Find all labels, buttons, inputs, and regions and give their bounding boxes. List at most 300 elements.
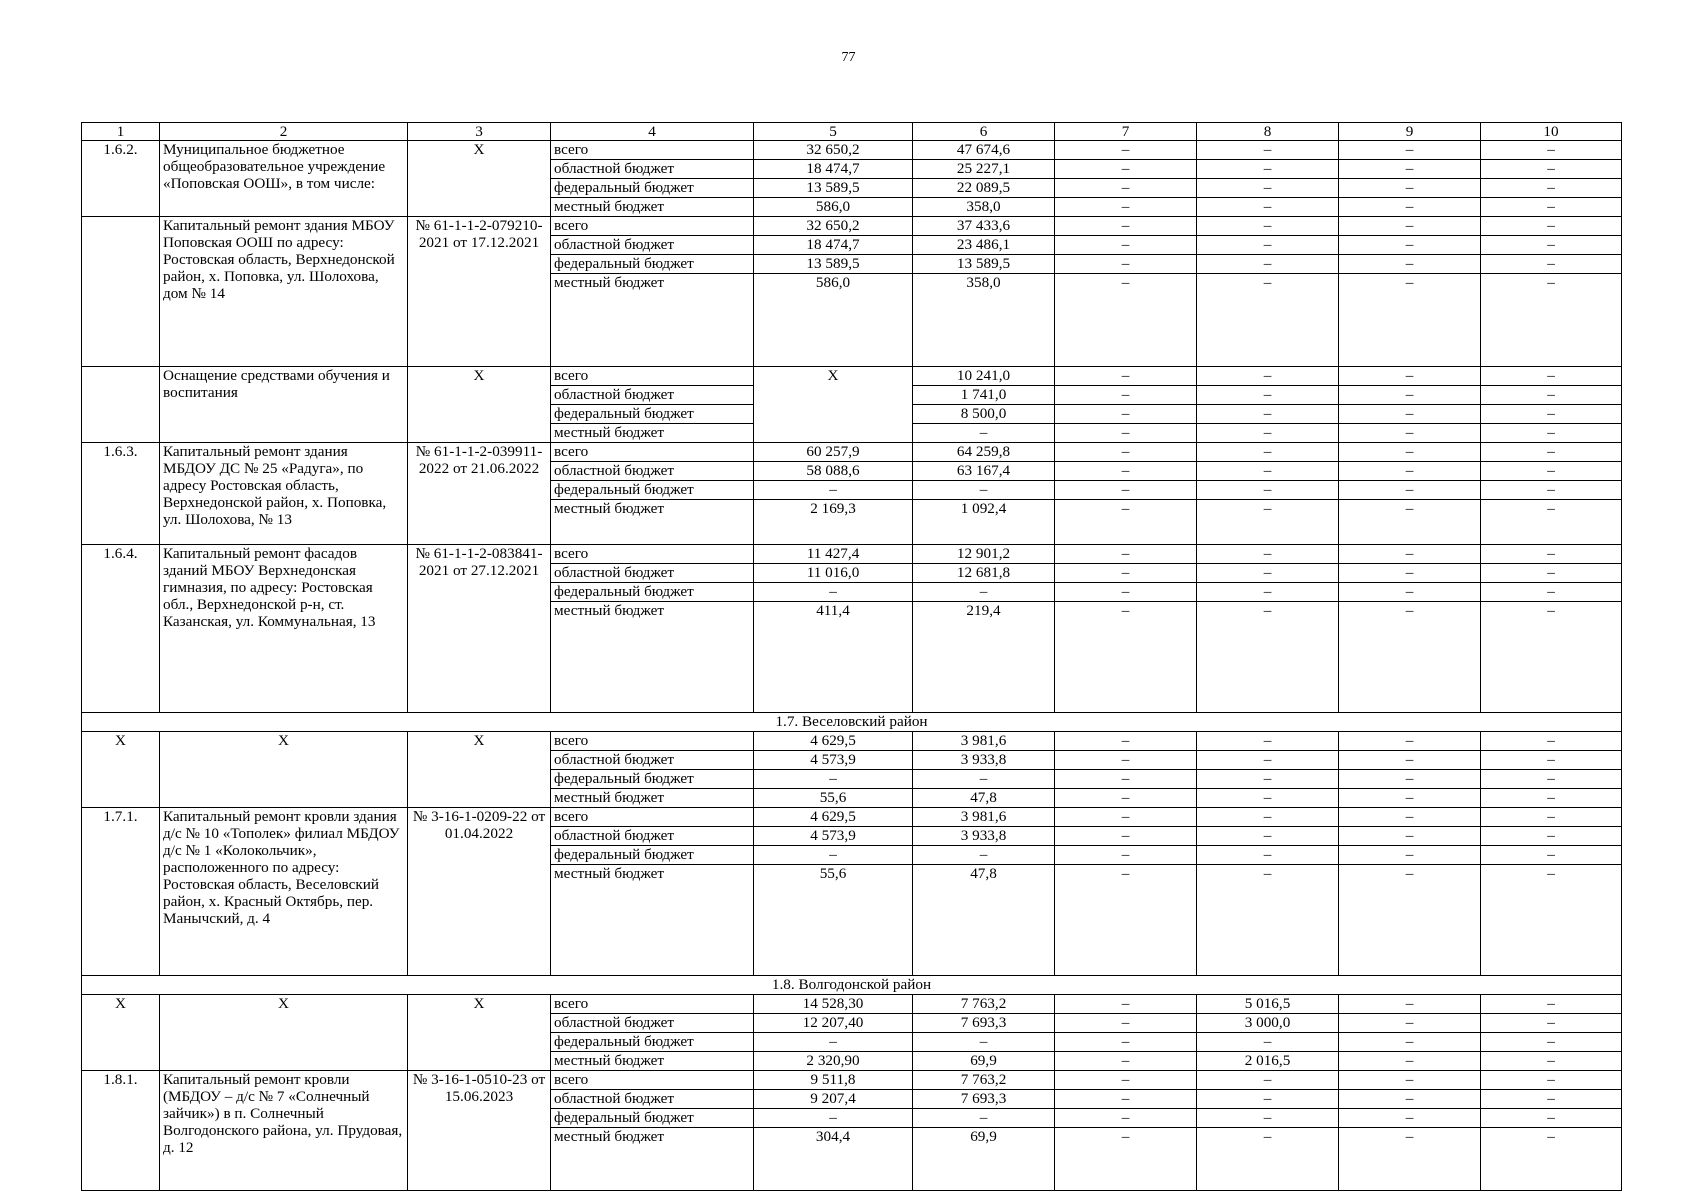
value-cell-10: – bbox=[1481, 1052, 1622, 1071]
section-row bbox=[82, 713, 1622, 732]
value-cell-8: – bbox=[1197, 564, 1339, 583]
value-cell-8: – bbox=[1197, 770, 1339, 789]
budget-label: местный бюджет bbox=[551, 1128, 754, 1191]
value-cell-6: 37 433,6 bbox=[913, 217, 1055, 236]
value-cell-10: – bbox=[1481, 995, 1622, 1014]
value-cell-9: – bbox=[1339, 500, 1481, 545]
header-cell: 9 bbox=[1339, 123, 1481, 141]
value-cell-5: 13 589,5 bbox=[754, 255, 913, 274]
value-cell-8: – bbox=[1197, 481, 1339, 500]
value-cell-6: 64 259,8 bbox=[913, 443, 1055, 462]
value-cell-6: 23 486,1 bbox=[913, 236, 1055, 255]
value-cell-5: 304,4 bbox=[754, 1128, 913, 1191]
header-cell: 6 bbox=[913, 123, 1055, 141]
value-cell-6: – bbox=[913, 481, 1055, 500]
item-document: Х bbox=[408, 732, 551, 808]
value-cell-10: – bbox=[1481, 583, 1622, 602]
value-cell-7: – bbox=[1055, 602, 1197, 713]
item-number bbox=[82, 217, 160, 367]
value-cell-10: – bbox=[1481, 274, 1622, 367]
value-cell-7: – bbox=[1055, 386, 1197, 405]
value-cell-6: 358,0 bbox=[913, 274, 1055, 367]
budget-label: всего bbox=[551, 808, 754, 827]
value-cell-9: – bbox=[1339, 827, 1481, 846]
value-cell-5: – bbox=[754, 481, 913, 500]
item-name: Капитальный ремонт кровли (МБДОУ – д/с № 7 «Солнечный зайчик») в п. Солнечный Волгодонского района, ул. Прудовая, д. 12 bbox=[160, 1071, 408, 1191]
value-cell-8: – bbox=[1197, 198, 1339, 217]
value-cell-8: – bbox=[1197, 732, 1339, 751]
value-cell-8: – bbox=[1197, 141, 1339, 160]
budget-label: всего bbox=[551, 367, 754, 386]
budget-label: местный бюджет bbox=[551, 198, 754, 217]
value-cell-5: 4 573,9 bbox=[754, 751, 913, 770]
item-name: Оснащение средствами обучения и воспитания bbox=[160, 367, 408, 443]
value-cell-8: – bbox=[1197, 751, 1339, 770]
value-cell-6: 69,9 bbox=[913, 1052, 1055, 1071]
value-cell-9: – bbox=[1339, 846, 1481, 865]
value-cell-8: – bbox=[1197, 846, 1339, 865]
value-cell-6: 7 693,3 bbox=[913, 1090, 1055, 1109]
value-cell-6: 7 763,2 bbox=[913, 995, 1055, 1014]
value-cell-5: 2 320,90 bbox=[754, 1052, 913, 1071]
budget-label: всего bbox=[551, 443, 754, 462]
table-row bbox=[82, 1071, 1622, 1090]
value-cell-7: – bbox=[1055, 424, 1197, 443]
value-cell-8: – bbox=[1197, 274, 1339, 367]
budget-label: федеральный бюджет bbox=[551, 1109, 754, 1128]
value-cell-7: – bbox=[1055, 751, 1197, 770]
value-cell-5: 32 650,2 bbox=[754, 141, 913, 160]
item-document: Х bbox=[408, 995, 551, 1071]
value-cell-6: 3 981,6 bbox=[913, 808, 1055, 827]
value-cell-6: 22 089,5 bbox=[913, 179, 1055, 198]
value-cell-6: 10 241,0 bbox=[913, 367, 1055, 386]
value-cell-7: – bbox=[1055, 367, 1197, 386]
value-cell-8: – bbox=[1197, 789, 1339, 808]
value-cell-10: – bbox=[1481, 1033, 1622, 1052]
value-cell-8: – bbox=[1197, 1090, 1339, 1109]
value-cell-7: – bbox=[1055, 1109, 1197, 1128]
value-cell-9: – bbox=[1339, 424, 1481, 443]
value-cell-5: 411,4 bbox=[754, 602, 913, 713]
value-cell-7: – bbox=[1055, 160, 1197, 179]
item-name: Х bbox=[160, 995, 408, 1071]
value-cell-8: – bbox=[1197, 236, 1339, 255]
value-cell-8: – bbox=[1197, 827, 1339, 846]
value-cell-10: – bbox=[1481, 1090, 1622, 1109]
value-cell-6: – bbox=[913, 424, 1055, 443]
budget-label: местный бюджет bbox=[551, 500, 754, 545]
value-cell-10: – bbox=[1481, 1071, 1622, 1090]
value-cell-8: 2 016,5 bbox=[1197, 1052, 1339, 1071]
value-cell-7: – bbox=[1055, 732, 1197, 751]
value-cell-9: – bbox=[1339, 732, 1481, 751]
value-cell-8: 3 000,0 bbox=[1197, 1014, 1339, 1033]
value-cell-7: – bbox=[1055, 500, 1197, 545]
value-cell-5: 18 474,7 bbox=[754, 236, 913, 255]
value-cell-9: – bbox=[1339, 1090, 1481, 1109]
value-cell-5: 586,0 bbox=[754, 274, 913, 367]
budget-label: федеральный бюджет bbox=[551, 583, 754, 602]
value-cell-8: – bbox=[1197, 443, 1339, 462]
value-cell-9: – bbox=[1339, 274, 1481, 367]
value-cell-5: – bbox=[754, 1033, 913, 1052]
value-cell-8: – bbox=[1197, 808, 1339, 827]
budget-label: всего bbox=[551, 1071, 754, 1090]
value-cell-10: – bbox=[1481, 236, 1622, 255]
value-cell-6: 1 741,0 bbox=[913, 386, 1055, 405]
program-table bbox=[81, 122, 1622, 1191]
table-row bbox=[82, 367, 1622, 386]
budget-label: всего bbox=[551, 545, 754, 564]
budget-label: областной бюджет bbox=[551, 1090, 754, 1109]
value-cell-5: – bbox=[754, 846, 913, 865]
budget-label: областной бюджет bbox=[551, 386, 754, 405]
budget-label: всего bbox=[551, 995, 754, 1014]
value-cell-8: – bbox=[1197, 865, 1339, 976]
value-cell-9: – bbox=[1339, 1128, 1481, 1191]
value-cell-7: – bbox=[1055, 1090, 1197, 1109]
budget-label: областной бюджет bbox=[551, 751, 754, 770]
value-cell-5: 11 427,4 bbox=[754, 545, 913, 564]
value-cell-6: 47,8 bbox=[913, 865, 1055, 976]
value-cell-8: – bbox=[1197, 500, 1339, 545]
table-row bbox=[82, 217, 1622, 236]
item-document: № 3-16-1-0510-23 от 15.06.2023 bbox=[408, 1071, 551, 1191]
budget-label: федеральный бюджет bbox=[551, 1033, 754, 1052]
value-cell-8: – bbox=[1197, 160, 1339, 179]
item-name: Капитальный ремонт кровли здания д/с № 10 «Тополек» филиал МБДОУ д/с № 1 «Колокольчик», расположенного по адресу: Ростовская область, Веселовский район, х. Красный Октябрь, пер. Манычский, д. 4 bbox=[160, 808, 408, 976]
value-cell-10: – bbox=[1481, 443, 1622, 462]
budget-label: всего bbox=[551, 732, 754, 751]
value-cell-5: 32 650,2 bbox=[754, 217, 913, 236]
item-number bbox=[82, 367, 160, 443]
value-cell-9: – bbox=[1339, 179, 1481, 198]
value-cell-9: – bbox=[1339, 770, 1481, 789]
value-cell-7: – bbox=[1055, 236, 1197, 255]
value-cell-9: – bbox=[1339, 865, 1481, 976]
value-cell-6: 3 981,6 bbox=[913, 732, 1055, 751]
value-cell-7: – bbox=[1055, 141, 1197, 160]
value-cell-7: – bbox=[1055, 198, 1197, 217]
value-cell-10: – bbox=[1481, 789, 1622, 808]
value-cell-9: – bbox=[1339, 564, 1481, 583]
table-row bbox=[82, 141, 1622, 160]
value-cell-9: – bbox=[1339, 255, 1481, 274]
value-cell-5: 4 573,9 bbox=[754, 827, 913, 846]
value-cell-5: 9 207,4 bbox=[754, 1090, 913, 1109]
item-document: Х bbox=[408, 367, 551, 443]
value-cell-10: – bbox=[1481, 255, 1622, 274]
item-name: Капитальный ремонт здания МБОУ Поповская ООШ по адресу: Ростовская область, Верхнедонской район, х. Поповка, ул. Шолохова, дом № 14 bbox=[160, 217, 408, 367]
value-cell-10: – bbox=[1481, 808, 1622, 827]
value-cell-10: – bbox=[1481, 1109, 1622, 1128]
value-cell-7: – bbox=[1055, 405, 1197, 424]
value-cell-5: 2 169,3 bbox=[754, 500, 913, 545]
value-cell-8: – bbox=[1197, 405, 1339, 424]
value-cell-10: – bbox=[1481, 1014, 1622, 1033]
item-document: Х bbox=[408, 141, 551, 217]
value-cell-10: – bbox=[1481, 500, 1622, 545]
value-cell-6: 47,8 bbox=[913, 789, 1055, 808]
value-cell-7: – bbox=[1055, 808, 1197, 827]
value-cell-5: 18 474,7 bbox=[754, 160, 913, 179]
item-name: Капитальный ремонт фасадов зданий МБОУ Верхнедонская гимназия, по адресу: Ростовская обл., Верхнедонской р-н, ст. Казанская, ул. Коммунальная, 13 bbox=[160, 545, 408, 713]
header-cell: 4 bbox=[551, 123, 754, 141]
value-cell-10: – bbox=[1481, 545, 1622, 564]
value-cell-9: – bbox=[1339, 1052, 1481, 1071]
item-name: Х bbox=[160, 732, 408, 808]
value-cell-10: – bbox=[1481, 367, 1622, 386]
value-cell-8: – bbox=[1197, 1128, 1339, 1191]
value-cell-5: 12 207,40 bbox=[754, 1014, 913, 1033]
budget-label: областной бюджет bbox=[551, 236, 754, 255]
value-cell-7: – bbox=[1055, 865, 1197, 976]
value-cell-7: – bbox=[1055, 1033, 1197, 1052]
cost-estimate: Х bbox=[754, 367, 913, 443]
value-cell-10: – bbox=[1481, 1128, 1622, 1191]
item-document: № 61-1-1-2-079210-2021 от 17.12.2021 bbox=[408, 217, 551, 367]
budget-label: областной бюджет bbox=[551, 1014, 754, 1033]
budget-label: федеральный бюджет bbox=[551, 846, 754, 865]
value-cell-10: – bbox=[1481, 386, 1622, 405]
value-cell-6: – bbox=[913, 1109, 1055, 1128]
value-cell-7: – bbox=[1055, 217, 1197, 236]
value-cell-7: – bbox=[1055, 179, 1197, 198]
value-cell-8: – bbox=[1197, 1033, 1339, 1052]
value-cell-9: – bbox=[1339, 789, 1481, 808]
value-cell-9: – bbox=[1339, 236, 1481, 255]
table-row bbox=[82, 732, 1622, 751]
value-cell-5: – bbox=[754, 1109, 913, 1128]
section-row bbox=[82, 976, 1622, 995]
value-cell-9: – bbox=[1339, 386, 1481, 405]
value-cell-7: – bbox=[1055, 255, 1197, 274]
value-cell-5: 55,6 bbox=[754, 789, 913, 808]
value-cell-5: 4 629,5 bbox=[754, 732, 913, 751]
value-cell-5: 55,6 bbox=[754, 865, 913, 976]
value-cell-6: 7 763,2 bbox=[913, 1071, 1055, 1090]
table-row bbox=[82, 808, 1622, 827]
value-cell-10: – bbox=[1481, 827, 1622, 846]
value-cell-7: – bbox=[1055, 827, 1197, 846]
value-cell-5: 13 589,5 bbox=[754, 179, 913, 198]
value-cell-9: – bbox=[1339, 160, 1481, 179]
item-name: Муниципальное бюджетное общеобразовательное учреждение «Поповская ООШ», в том числе: bbox=[160, 141, 408, 217]
value-cell-7: – bbox=[1055, 462, 1197, 481]
value-cell-7: – bbox=[1055, 846, 1197, 865]
value-cell-5: 586,0 bbox=[754, 198, 913, 217]
value-cell-6: – bbox=[913, 846, 1055, 865]
value-cell-9: – bbox=[1339, 198, 1481, 217]
budget-label: местный бюджет bbox=[551, 274, 754, 367]
section-title: 1.8. Волгодонской район bbox=[82, 976, 1622, 995]
item-number: 1.8.1. bbox=[82, 1071, 160, 1191]
budget-label: областной бюджет bbox=[551, 564, 754, 583]
value-cell-10: – bbox=[1481, 564, 1622, 583]
value-cell-9: – bbox=[1339, 1109, 1481, 1128]
budget-label: областной бюджет bbox=[551, 827, 754, 846]
value-cell-8: – bbox=[1197, 1071, 1339, 1090]
value-cell-8: – bbox=[1197, 424, 1339, 443]
value-cell-6: 3 933,8 bbox=[913, 827, 1055, 846]
value-cell-6: 3 933,8 bbox=[913, 751, 1055, 770]
value-cell-6: 358,0 bbox=[913, 198, 1055, 217]
budget-label: областной бюджет bbox=[551, 160, 754, 179]
value-cell-10: – bbox=[1481, 462, 1622, 481]
value-cell-9: – bbox=[1339, 808, 1481, 827]
budget-label: федеральный бюджет bbox=[551, 405, 754, 424]
header-row bbox=[82, 123, 1622, 141]
table-row bbox=[82, 995, 1622, 1014]
value-cell-8: – bbox=[1197, 583, 1339, 602]
header-cell: 3 bbox=[408, 123, 551, 141]
value-cell-6: 63 167,4 bbox=[913, 462, 1055, 481]
value-cell-7: – bbox=[1055, 481, 1197, 500]
item-number: Х bbox=[82, 732, 160, 808]
item-name: Капитальный ремонт здания МБДОУ ДС № 25 «Радуга», по адресу Ростовская область, Верхнедонской район, х. Поповка, ул. Шолохова, № 13 bbox=[160, 443, 408, 545]
section-title: 1.7. Веселовский район bbox=[82, 713, 1622, 732]
budget-label: местный бюджет bbox=[551, 1052, 754, 1071]
value-cell-9: – bbox=[1339, 602, 1481, 713]
value-cell-7: – bbox=[1055, 770, 1197, 789]
value-cell-9: – bbox=[1339, 443, 1481, 462]
item-document: № 3-16-1-0209-22 от 01.04.2022 bbox=[408, 808, 551, 976]
value-cell-10: – bbox=[1481, 141, 1622, 160]
value-cell-6: 7 693,3 bbox=[913, 1014, 1055, 1033]
value-cell-6: – bbox=[913, 583, 1055, 602]
value-cell-9: – bbox=[1339, 405, 1481, 424]
budget-label: федеральный бюджет bbox=[551, 179, 754, 198]
budget-label: местный бюджет bbox=[551, 789, 754, 808]
item-number: Х bbox=[82, 995, 160, 1071]
value-cell-8: – bbox=[1197, 602, 1339, 713]
header-cell: 1 bbox=[82, 123, 160, 141]
value-cell-9: – bbox=[1339, 481, 1481, 500]
value-cell-8: – bbox=[1197, 386, 1339, 405]
value-cell-10: – bbox=[1481, 217, 1622, 236]
value-cell-10: – bbox=[1481, 405, 1622, 424]
value-cell-9: – bbox=[1339, 545, 1481, 564]
value-cell-7: – bbox=[1055, 545, 1197, 564]
value-cell-10: – bbox=[1481, 732, 1622, 751]
value-cell-5: – bbox=[754, 583, 913, 602]
value-cell-7: – bbox=[1055, 274, 1197, 367]
budget-label: местный бюджет bbox=[551, 424, 754, 443]
value-cell-9: – bbox=[1339, 462, 1481, 481]
value-cell-8: – bbox=[1197, 217, 1339, 236]
item-number: 1.7.1. bbox=[82, 808, 160, 976]
value-cell-8: – bbox=[1197, 1109, 1339, 1128]
value-cell-7: – bbox=[1055, 443, 1197, 462]
value-cell-5: 9 511,8 bbox=[754, 1071, 913, 1090]
value-cell-9: – bbox=[1339, 1033, 1481, 1052]
value-cell-8: – bbox=[1197, 367, 1339, 386]
value-cell-10: – bbox=[1481, 160, 1622, 179]
value-cell-6: 12 681,8 bbox=[913, 564, 1055, 583]
value-cell-6: 25 227,1 bbox=[913, 160, 1055, 179]
value-cell-8: – bbox=[1197, 462, 1339, 481]
item-number: 1.6.2. bbox=[82, 141, 160, 217]
header-cell: 7 bbox=[1055, 123, 1197, 141]
value-cell-10: – bbox=[1481, 198, 1622, 217]
page-number: 77 bbox=[841, 50, 856, 65]
value-cell-10: – bbox=[1481, 602, 1622, 713]
value-cell-7: – bbox=[1055, 1071, 1197, 1090]
value-cell-5: 4 629,5 bbox=[754, 808, 913, 827]
table-row bbox=[82, 443, 1622, 462]
value-cell-10: – bbox=[1481, 481, 1622, 500]
budget-label: областной бюджет bbox=[551, 462, 754, 481]
table-row bbox=[82, 545, 1622, 564]
value-cell-7: – bbox=[1055, 564, 1197, 583]
header-cell: 2 bbox=[160, 123, 408, 141]
value-cell-5: 11 016,0 bbox=[754, 564, 913, 583]
header-cell: 10 bbox=[1481, 123, 1622, 141]
value-cell-6: 13 589,5 bbox=[913, 255, 1055, 274]
value-cell-7: – bbox=[1055, 583, 1197, 602]
budget-label: федеральный бюджет bbox=[551, 770, 754, 789]
value-cell-9: – bbox=[1339, 141, 1481, 160]
budget-label: федеральный бюджет bbox=[551, 481, 754, 500]
value-cell-6: – bbox=[913, 770, 1055, 789]
budget-label: всего bbox=[551, 141, 754, 160]
value-cell-6: 219,4 bbox=[913, 602, 1055, 713]
item-document: № 61-1-1-2-083841-2021 от 27.12.2021 bbox=[408, 545, 551, 713]
value-cell-9: – bbox=[1339, 1014, 1481, 1033]
value-cell-7: – bbox=[1055, 789, 1197, 808]
item-document: № 61-1-1-2-039911-2022 от 21.06.2022 bbox=[408, 443, 551, 545]
value-cell-10: – bbox=[1481, 846, 1622, 865]
value-cell-10: – bbox=[1481, 865, 1622, 976]
value-cell-9: – bbox=[1339, 995, 1481, 1014]
value-cell-9: – bbox=[1339, 217, 1481, 236]
header-cell: 8 bbox=[1197, 123, 1339, 141]
value-cell-6: 8 500,0 bbox=[913, 405, 1055, 424]
value-cell-9: – bbox=[1339, 751, 1481, 770]
value-cell-7: – bbox=[1055, 1014, 1197, 1033]
budget-label: всего bbox=[551, 217, 754, 236]
value-cell-8: – bbox=[1197, 545, 1339, 564]
item-number: 1.6.4. bbox=[82, 545, 160, 713]
value-cell-9: – bbox=[1339, 583, 1481, 602]
budget-label: местный бюджет bbox=[551, 602, 754, 713]
value-cell-10: – bbox=[1481, 751, 1622, 770]
value-cell-8: – bbox=[1197, 179, 1339, 198]
budget-label: местный бюджет bbox=[551, 865, 754, 976]
value-cell-7: – bbox=[1055, 1128, 1197, 1191]
value-cell-5: 14 528,30 bbox=[754, 995, 913, 1014]
value-cell-5: 60 257,9 bbox=[754, 443, 913, 462]
value-cell-6: 47 674,6 bbox=[913, 141, 1055, 160]
header-cell: 5 bbox=[754, 123, 913, 141]
value-cell-6: – bbox=[913, 1033, 1055, 1052]
value-cell-7: – bbox=[1055, 1052, 1197, 1071]
value-cell-8: 5 016,5 bbox=[1197, 995, 1339, 1014]
item-number: 1.6.3. bbox=[82, 443, 160, 545]
value-cell-7: – bbox=[1055, 995, 1197, 1014]
value-cell-6: 69,9 bbox=[913, 1128, 1055, 1191]
value-cell-9: – bbox=[1339, 1071, 1481, 1090]
value-cell-10: – bbox=[1481, 179, 1622, 198]
value-cell-5: – bbox=[754, 770, 913, 789]
value-cell-10: – bbox=[1481, 770, 1622, 789]
value-cell-5: 58 088,6 bbox=[754, 462, 913, 481]
value-cell-9: – bbox=[1339, 367, 1481, 386]
value-cell-8: – bbox=[1197, 255, 1339, 274]
value-cell-6: 12 901,2 bbox=[913, 545, 1055, 564]
value-cell-6: 1 092,4 bbox=[913, 500, 1055, 545]
